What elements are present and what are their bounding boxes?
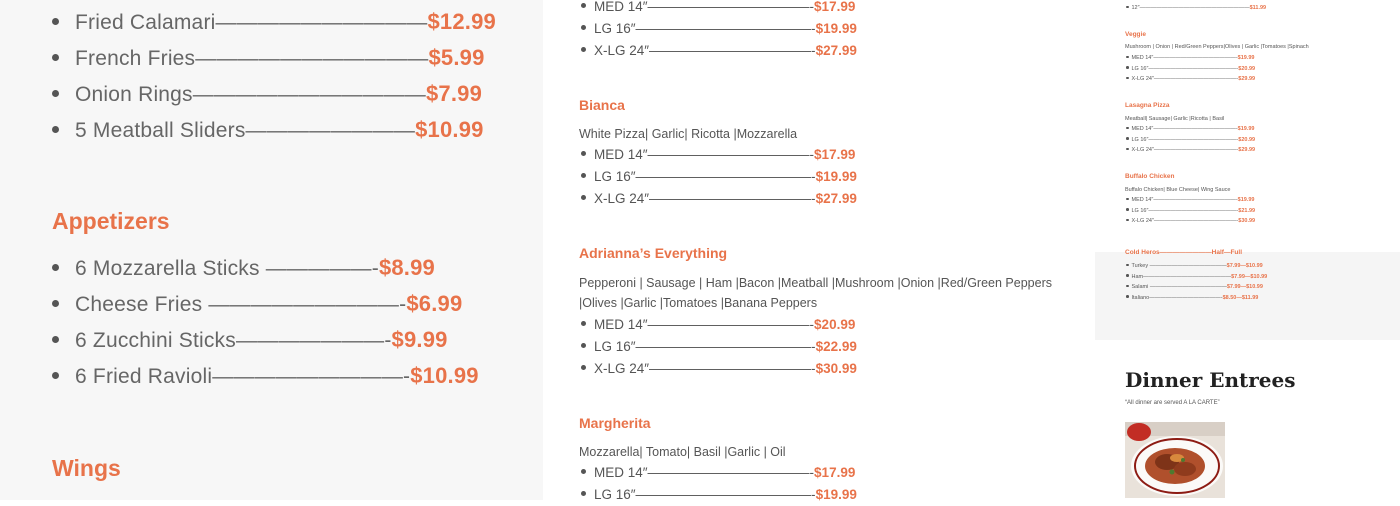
bullet-icon bbox=[52, 336, 59, 343]
list-item bbox=[579, 144, 857, 166]
bullet-icon bbox=[1126, 274, 1129, 277]
bullet-icon bbox=[52, 300, 59, 307]
item-dash: —————————- bbox=[212, 365, 411, 388]
list-item bbox=[579, 462, 857, 484]
bullet-icon bbox=[1126, 198, 1129, 201]
bullet-icon bbox=[1126, 66, 1129, 69]
size-price: $17.99 bbox=[814, 0, 856, 14]
item-dash: ——————————— bbox=[192, 83, 426, 106]
size-label: LG 16″—————————————- bbox=[594, 339, 816, 354]
item-dash: ———————— bbox=[245, 119, 416, 142]
bullet-icon bbox=[581, 151, 586, 156]
pizza-title-everything: Adrianna’s Everything bbox=[579, 245, 728, 261]
list-item bbox=[48, 4, 496, 40]
size-label: MED 14″———————————————- bbox=[1131, 197, 1238, 203]
list-item bbox=[48, 286, 479, 322]
cold-heros-list bbox=[1125, 261, 1267, 303]
list-item bbox=[1125, 282, 1267, 293]
size-label: MED 14″————————————- bbox=[594, 317, 815, 332]
item-price: $7.99—$10.99 bbox=[1226, 263, 1263, 269]
size-label: X-LG 24″———————————————- bbox=[1131, 147, 1239, 153]
pizza-desc-lasagna: Meatball| Sausage| Garlic |Ricotta | Basil bbox=[1125, 116, 1225, 122]
list-item bbox=[579, 314, 857, 336]
bullet-icon bbox=[1126, 219, 1129, 222]
size-price: $19.99 bbox=[815, 487, 857, 502]
item-price: $10.99 bbox=[415, 117, 484, 142]
list-item bbox=[1125, 64, 1255, 75]
list-item bbox=[579, 18, 857, 40]
bullet-icon bbox=[581, 491, 586, 496]
cold-heros-heading: Cold Heros————————Half—Full bbox=[1125, 249, 1243, 256]
size-list bbox=[1125, 3, 1266, 14]
bullet-icon bbox=[581, 173, 586, 178]
size-list bbox=[579, 314, 857, 380]
size-price: $29.99 bbox=[1238, 76, 1256, 82]
size-price: $29.99 bbox=[1238, 147, 1256, 153]
dinner-entree-photo bbox=[1125, 422, 1225, 498]
size-label: X-LG 24″————————————- bbox=[594, 43, 816, 58]
size-price: $20.99 bbox=[1238, 136, 1256, 143]
item-name: Fried Calamari bbox=[75, 11, 216, 34]
item-name: Cheese Fries bbox=[75, 293, 209, 316]
size-label: LG 16″————————————————- bbox=[1131, 207, 1239, 214]
size-label: MED 14″———————————————- bbox=[1131, 126, 1238, 132]
size-price: $30.99 bbox=[1238, 218, 1256, 224]
item-dash: —————————— bbox=[215, 11, 428, 34]
item-name: Italiano—————————————- bbox=[1131, 294, 1223, 301]
cold-heros-section bbox=[1095, 249, 1400, 340]
size-label: LG 16″—————————————- bbox=[594, 169, 816, 184]
bullet-icon bbox=[52, 54, 59, 61]
bullet-icon bbox=[581, 343, 586, 348]
bullet-icon bbox=[581, 321, 586, 326]
list-item bbox=[48, 40, 496, 76]
bullet-icon bbox=[1126, 127, 1129, 130]
pizza-title-buffalo: Buffalo Chicken bbox=[1125, 173, 1175, 180]
item-price: $9.99 bbox=[391, 327, 448, 352]
list-item bbox=[579, 188, 857, 210]
pizza-desc-everything: Pepperoni | Sausage | Ham |Bacon |Meatball |Mushroom |Onion |Red/Green Peppers |Olives |Garlic |Tomatoes |Banana Peppers bbox=[579, 276, 1052, 310]
item-name: 6 Fried Ravioli bbox=[75, 365, 213, 388]
bullet-icon bbox=[1126, 6, 1129, 9]
item-price: $7.99—$10.99 bbox=[1226, 284, 1263, 290]
item-dash: —————- bbox=[265, 257, 379, 280]
size-list bbox=[1125, 124, 1255, 156]
size-list bbox=[1125, 53, 1255, 85]
size-label: LG 16″————————————————- bbox=[1131, 65, 1239, 72]
size-label: X-LG 24″————————————- bbox=[594, 191, 816, 206]
list-item bbox=[579, 0, 857, 18]
item-price: $12.99 bbox=[427, 9, 496, 34]
list-item bbox=[1125, 293, 1267, 304]
left-menu-panel bbox=[0, 0, 543, 500]
list-item bbox=[579, 336, 857, 358]
item-name: Salami —————————————— bbox=[1131, 284, 1227, 290]
size-label: MED 14″———————————————- bbox=[1131, 55, 1238, 61]
list-item bbox=[1125, 53, 1255, 64]
middle-menu-panel bbox=[543, 0, 1095, 500]
item-price: $10.99 bbox=[410, 363, 479, 388]
size-label: X-LG 24″————————————- bbox=[594, 361, 816, 376]
size-price: $19.99 bbox=[1237, 55, 1255, 61]
item-price: $5.99 bbox=[428, 45, 485, 70]
bullet-icon bbox=[1126, 148, 1129, 151]
bullet-icon bbox=[581, 195, 586, 200]
list-item bbox=[48, 358, 479, 394]
size-price: $19.99 bbox=[815, 21, 857, 36]
list-item bbox=[48, 76, 496, 112]
size-label: MED 14″————————————- bbox=[594, 465, 815, 480]
size-price: $17.99 bbox=[814, 147, 856, 162]
list-item bbox=[48, 322, 479, 358]
size-price: $20.99 bbox=[1238, 65, 1256, 72]
list-item bbox=[579, 484, 857, 506]
bullet-icon bbox=[52, 372, 59, 379]
bullet-icon bbox=[1126, 264, 1129, 267]
size-price: $19.99 bbox=[1237, 126, 1255, 132]
bullet-icon bbox=[581, 47, 586, 52]
item-name: 6 Mozzarella Sticks bbox=[75, 257, 266, 280]
item-name: Onion Rings bbox=[75, 83, 193, 106]
dinner-note: “All dinner are served A LA CARTE” bbox=[1125, 400, 1220, 406]
item-name: 6 Zucchini Sticks bbox=[75, 329, 236, 352]
list-item bbox=[1125, 135, 1255, 146]
bullet-icon bbox=[1126, 208, 1129, 211]
item-dash: —————————- bbox=[208, 293, 407, 316]
size-price: $11.99 bbox=[1249, 5, 1267, 11]
size-label: LG 16″————————————————- bbox=[1131, 136, 1239, 143]
bullet-icon bbox=[52, 126, 59, 133]
item-price: $7.99—$10.99 bbox=[1231, 273, 1268, 280]
pasta-dish-image bbox=[1125, 422, 1225, 498]
size-price: $21.99 bbox=[1238, 207, 1256, 214]
size-label: X-LG 24″———————————————- bbox=[1131, 76, 1239, 82]
list-item bbox=[48, 250, 479, 286]
pizza-desc-buffalo: Buffalo Chicken| Blue Cheese| Wing Sauce bbox=[1125, 187, 1231, 193]
list-item bbox=[48, 112, 496, 148]
list-item bbox=[579, 40, 857, 62]
size-price: $17.99 bbox=[814, 465, 856, 480]
list-item bbox=[1125, 195, 1255, 206]
pizza-title-lasagna: Lasagna Pizza bbox=[1125, 102, 1170, 109]
list-item bbox=[579, 166, 857, 188]
bullet-icon bbox=[52, 18, 59, 25]
bullet-icon bbox=[581, 365, 586, 370]
pizza-desc-margherita: Mozzarella| Tomato| Basil |Garlic | Oil bbox=[579, 445, 786, 459]
sides-list bbox=[48, 4, 496, 148]
item-price: $7.99 bbox=[425, 81, 483, 106]
dinner-entrees-heading: Dinner Entrees bbox=[1125, 368, 1296, 392]
right-menu-panel bbox=[1095, 0, 1400, 500]
item-price: $8.50—$11.99 bbox=[1222, 294, 1259, 301]
list-item bbox=[1125, 216, 1255, 227]
size-label: MED 14″————————————- bbox=[594, 0, 815, 14]
size-label: LG 16″—————————————- bbox=[594, 487, 816, 502]
bullet-icon bbox=[1126, 295, 1129, 298]
list-item bbox=[1125, 3, 1266, 14]
bullet-icon bbox=[1126, 137, 1129, 140]
list-item bbox=[1125, 74, 1255, 85]
pizza-desc-bianca: White Pizza| Garlic| Ricotta |Mozzarella bbox=[579, 127, 798, 141]
item-name: French Fries bbox=[75, 47, 196, 70]
size-price: $30.99 bbox=[815, 361, 857, 376]
size-label: LG 16″—————————————- bbox=[594, 21, 816, 36]
bullet-icon bbox=[581, 3, 586, 8]
bullet-icon bbox=[1126, 56, 1129, 59]
size-price: $19.99 bbox=[815, 169, 857, 184]
size-price: $19.99 bbox=[1237, 197, 1255, 203]
bullet-icon bbox=[1126, 77, 1129, 80]
pizza-title-bianca: Bianca bbox=[579, 97, 625, 113]
pizza-title-veggie: Veggie bbox=[1125, 31, 1146, 38]
item-price: $6.99 bbox=[406, 291, 463, 316]
list-item bbox=[1125, 206, 1255, 217]
bullet-icon bbox=[52, 90, 59, 97]
item-price: $8.99 bbox=[378, 255, 435, 280]
bullet-icon bbox=[581, 25, 586, 30]
pizza-desc-veggie: Mushroom | Onion | Red/Green Peppers|Olives | Garlic |Tomatoes |Spinach bbox=[1125, 44, 1309, 50]
size-label: 12″———————————————————— bbox=[1131, 5, 1250, 11]
size-list bbox=[579, 0, 857, 62]
size-list bbox=[579, 462, 857, 506]
item-dash: ——————————— bbox=[195, 47, 429, 70]
size-price: $27.99 bbox=[815, 191, 857, 206]
size-price: $20.99 bbox=[814, 317, 856, 332]
list-item bbox=[579, 358, 857, 380]
list-item bbox=[1125, 124, 1255, 135]
size-label: MED 14″————————————- bbox=[594, 147, 815, 162]
item-dash: ———————- bbox=[235, 329, 392, 352]
size-list bbox=[1125, 195, 1255, 227]
bullet-icon bbox=[581, 469, 586, 474]
size-label: X-LG 24″———————————————- bbox=[1131, 218, 1239, 224]
pizza-title-margherita: Margherita bbox=[579, 415, 651, 431]
item-name: Ham———————————————— bbox=[1131, 273, 1232, 280]
bullet-icon bbox=[52, 264, 59, 271]
appetizers-heading: Appetizers bbox=[52, 208, 170, 234]
list-item bbox=[1125, 145, 1255, 156]
wings-heading: Wings bbox=[52, 455, 121, 481]
list-item bbox=[1125, 261, 1267, 272]
bullet-icon bbox=[1126, 285, 1129, 288]
list-item bbox=[1125, 272, 1267, 283]
size-list bbox=[579, 144, 857, 210]
item-name: Turkey —————————————— bbox=[1131, 263, 1227, 269]
size-price: $22.99 bbox=[815, 339, 857, 354]
appetizers-list bbox=[48, 250, 479, 394]
size-price: $27.99 bbox=[815, 43, 857, 58]
item-name: 5 Meatball Sliders bbox=[75, 119, 246, 142]
